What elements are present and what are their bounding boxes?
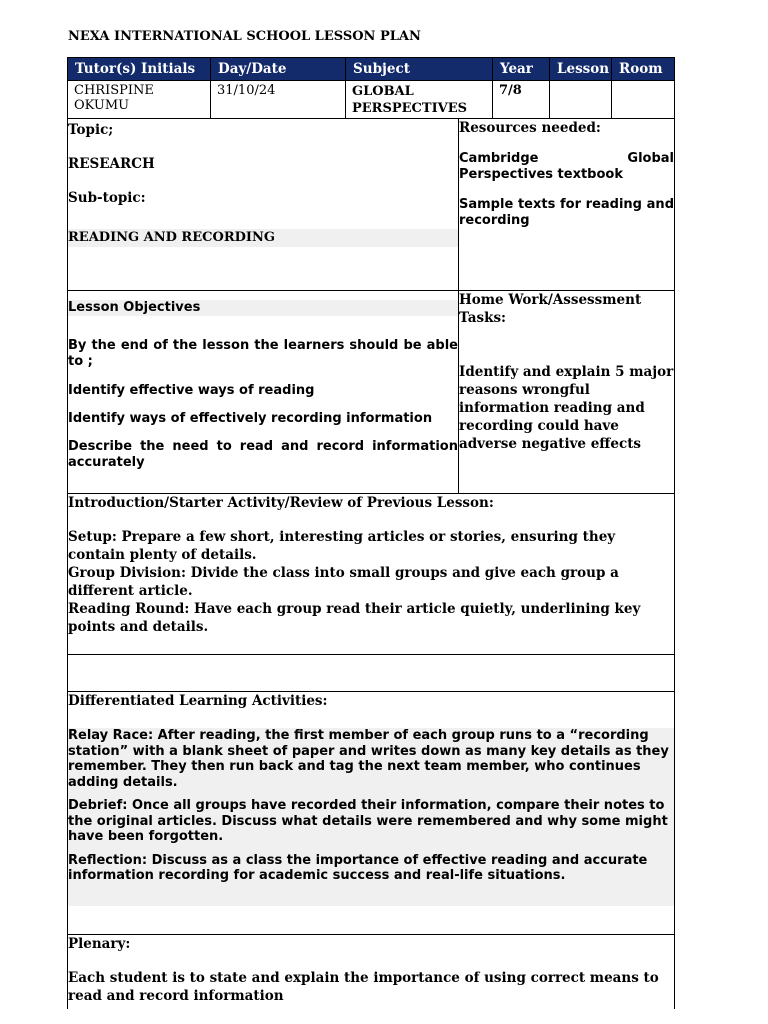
homework-cell	[459, 291, 675, 494]
subtopic-value: READING AND RECORDING	[68, 229, 458, 247]
plenary-cell	[68, 935, 675, 1009]
header-room: Room	[612, 58, 675, 81]
header-date: Day/Date	[211, 58, 346, 81]
objective-item-1: Identify effective ways of reading	[68, 383, 315, 398]
tutor-value: CHRISPINE OKUMU	[68, 81, 211, 119]
year-value: 7/8	[493, 81, 550, 119]
introduction-line-2: Group Division: Divide the class into small groups and give each group a different article.	[68, 565, 619, 599]
activity-reflection: Reflection: Discuss as a class the importance of effective reading and accurate information recording for academic success and real-life situations.	[68, 852, 648, 883]
introduction-cell	[68, 494, 675, 655]
objective-item-3: Describe the need to read and record information accurately	[68, 439, 458, 470]
info-row	[68, 81, 675, 119]
objective-item-2: Identify ways of effectively recording information	[68, 411, 433, 426]
resource-item-1: Cambridge Global Perspectives textbook	[459, 151, 674, 182]
topic-cell	[68, 119, 459, 291]
topic-label: Topic;	[68, 122, 114, 138]
activities-row	[68, 692, 675, 935]
homework-label: Home Work/Assessment Tasks:	[459, 292, 642, 326]
subject-value: GLOBAL PERSPECTIVES	[346, 81, 493, 119]
date-value: 31/10/24	[211, 81, 346, 119]
introduction-line-3: Reading Round: Have each group read their article quietly, underlining key points and details.	[68, 601, 641, 635]
header-year: Year	[493, 58, 550, 81]
introduction-row	[68, 494, 675, 655]
empty-row	[68, 655, 675, 692]
header-tutor: Tutor(s) Initials	[68, 58, 211, 81]
introduction-line-1: Setup: Prepare a few short, interesting articles or stories, ensuring they contain plenty of details.	[68, 529, 616, 563]
activities-label: Differentiated Learning Activities:	[68, 693, 328, 709]
objectives-row	[68, 291, 675, 494]
lesson-plan-table	[67, 57, 675, 1009]
objectives-label: Lesson Objectives	[68, 300, 458, 316]
empty-cell	[68, 655, 675, 692]
resources-cell	[459, 119, 675, 291]
lesson-value	[550, 81, 612, 119]
plenary-row	[68, 935, 675, 1009]
subtopic-label: Sub-topic:	[68, 190, 146, 206]
resource-item-2: Sample texts for reading and recording	[459, 197, 674, 228]
plenary-label: Plenary:	[68, 936, 131, 952]
header-subject: Subject	[346, 58, 493, 81]
room-value	[612, 81, 675, 119]
objectives-intro: By the end of the lesson the learners should be able to ;	[68, 338, 458, 369]
homework-text: Identify and explain 5 major reasons wrongful information reading and recording could have adverse negative effects	[459, 364, 674, 452]
activity-debrief: Debrief: Once all groups have recorded their information, compare their notes to the original articles. Discuss what details were remembered and why some might have been forgotten.	[68, 798, 668, 844]
activities-cell	[68, 692, 675, 935]
resources-label: Resources needed:	[459, 120, 601, 136]
topic-row	[68, 119, 675, 291]
document-title: NEXA INTERNATIONAL SCHOOL LESSON PLAN	[68, 29, 421, 44]
header-row	[68, 58, 675, 81]
topic-value: RESEARCH	[68, 156, 155, 172]
activity-relay-race: Relay Race: After reading, the first member of each group runs to a “recording station” with a blank sheet of paper and writes down as many key details as they remember. They then run back and tag the next team member, who continues adding details.	[68, 728, 669, 790]
plenary-text: Each student is to state and explain the importance of using correct means to read and record information	[68, 970, 659, 1004]
introduction-label: Introduction/Starter Activity/Review of Previous Lesson:	[68, 495, 494, 511]
objectives-cell	[68, 291, 459, 494]
activities-block	[68, 728, 674, 906]
header-lesson: Lesson	[550, 58, 612, 81]
